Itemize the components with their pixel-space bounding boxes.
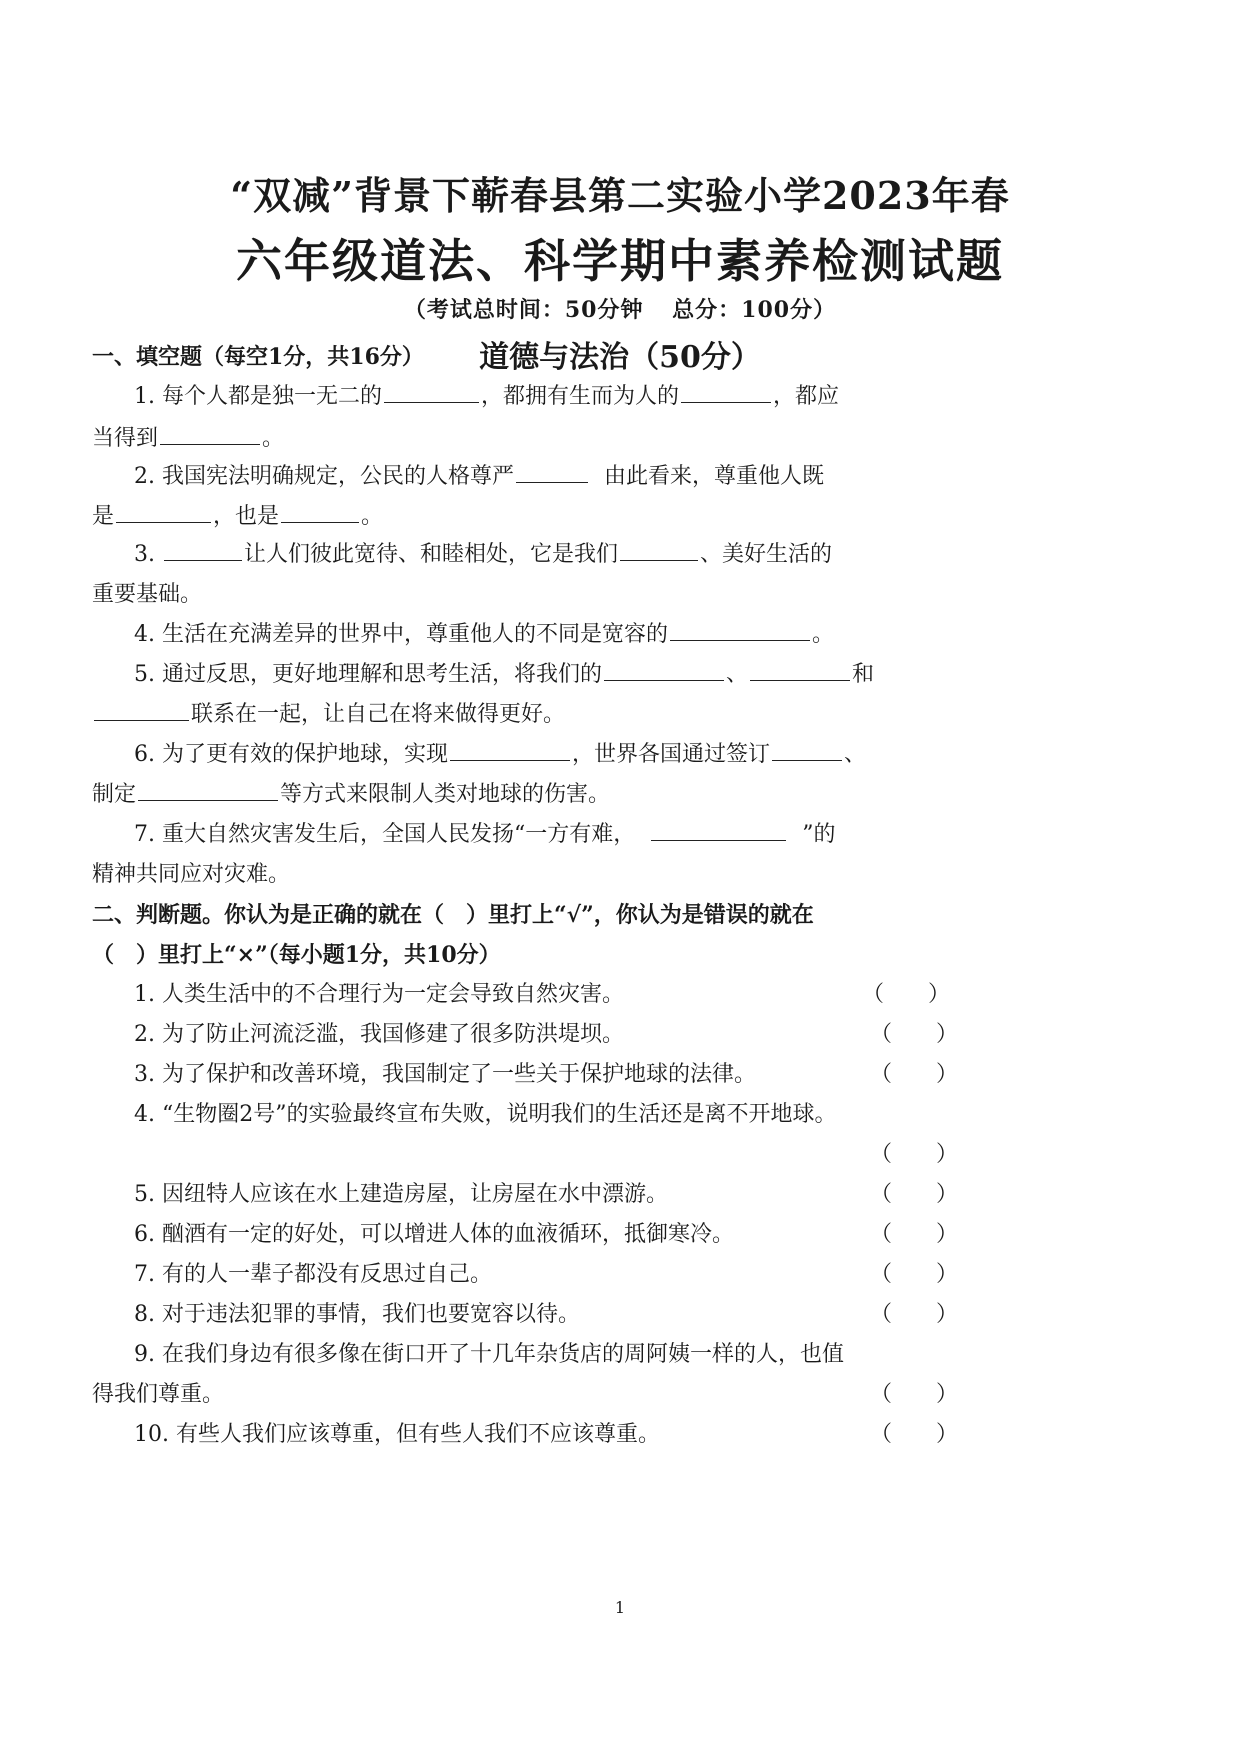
answer-blank[interactable]	[94, 700, 189, 721]
judge-item-9-line1: 9. 在我们身边有很多像在街口开了十几年杂货店的周阿姨一样的人，也值	[134, 1342, 844, 1367]
section1-heading: 一、填空题（每空1分，共16分）	[92, 344, 424, 370]
answer-blank[interactable]	[281, 502, 359, 523]
answer-paren[interactable]: （ ）	[870, 1382, 959, 1407]
question-2-line1: 2. 我国宪法明确规定，公民的人格尊严 由此看来，尊重他人既	[134, 464, 825, 489]
answer-paren[interactable]: （ ）	[862, 982, 951, 1007]
question-1-line2: 当得到 。	[92, 426, 285, 451]
answer-paren[interactable]: （ ）	[870, 1022, 959, 1047]
answer-blank[interactable]	[604, 660, 724, 681]
answer-blank[interactable]	[670, 620, 810, 641]
judge-item-2: 2. 为了防止河流泛滥，我国修建了很多防洪堤坝。	[134, 1022, 624, 1047]
answer-paren[interactable]: （ ）	[870, 1142, 959, 1167]
question-1-line1: 1. 每个人都是独一无二的 ，都拥有生而为人的 ，都应	[134, 384, 840, 409]
judge-item-4: 4. “生物圈2号”的实验最终宣布失败，说明我们的生活还是离不开地球。	[134, 1102, 837, 1127]
answer-paren[interactable]: （ ）	[870, 1302, 959, 1327]
exam-title-line1: “双减”背景下蕲春县第二实验小学2023年春	[230, 173, 1010, 218]
exam-total-score: 总分：100分）	[672, 297, 837, 323]
question-3-line1: 3. 让人们彼此宽待、和睦相处，它是我们 、美好生活的	[134, 542, 833, 567]
answer-paren[interactable]: （ ）	[870, 1222, 959, 1247]
answer-paren[interactable]: （ ）	[870, 1262, 959, 1287]
page-number: 1	[614, 1598, 626, 1617]
answer-blank[interactable]	[516, 462, 588, 483]
answer-blank[interactable]	[116, 502, 211, 523]
answer-paren[interactable]: （ ）	[870, 1062, 959, 1087]
answer-blank[interactable]	[164, 540, 242, 561]
answer-blank[interactable]	[750, 660, 850, 681]
question-6-line1: 6. 为了更有效的保护地球，实现 ，世界各国通过签订 、	[134, 742, 867, 767]
judge-item-9-line2: 得我们尊重。	[92, 1382, 225, 1407]
judge-item-7: 7. 有的人一辈子都没有反思过自己。	[134, 1262, 492, 1287]
exam-title-line2: 六年级道法、科学期中素养检测试题	[236, 234, 1004, 288]
answer-blank[interactable]	[450, 740, 570, 761]
judge-item-5: 5. 因纽特人应该在水上建造房屋，让房屋在水中漂游。	[134, 1182, 668, 1207]
exam-meta	[0, 293, 1240, 324]
judge-item-1: 1. 人类生活中的不合理行为一定会导致自然灾害。	[134, 982, 624, 1007]
judge-item-6: 6. 酗酒有一定的好处，可以增进人体的血液循环，抵御寒冷。	[134, 1222, 734, 1247]
answer-paren[interactable]: （ ）	[870, 1182, 959, 1207]
section2-heading-line2: （ ）里打上“×”（每小题1分，共10分）	[92, 942, 501, 968]
question-4: 4. 生活在充满差异的世界中，尊重他人的不同是宽容的 。	[134, 622, 835, 647]
answer-blank[interactable]	[772, 740, 842, 761]
answer-blank[interactable]	[681, 382, 771, 403]
answer-blank[interactable]	[138, 780, 278, 801]
judge-item-3: 3. 为了保护和改善环境，我国制定了一些关于保护地球的法律。	[134, 1062, 756, 1087]
exam-time: （考试总时间：50分钟	[403, 297, 644, 323]
question-2-line2: 是 ，也是 。	[92, 504, 384, 529]
answer-blank[interactable]	[651, 820, 786, 841]
answer-blank[interactable]	[620, 540, 698, 561]
judge-item-8: 8. 对于违法犯罪的事情，我们也要宽容以待。	[134, 1302, 580, 1327]
answer-paren[interactable]: （ ）	[870, 1422, 959, 1447]
answer-blank[interactable]	[384, 382, 479, 403]
question-6-line2: 制定 等方式来限制人类对地球的伤害。	[92, 782, 611, 807]
question-7-line2: 精神共同应对灾难。	[92, 862, 291, 887]
answer-blank[interactable]	[160, 424, 260, 445]
question-3-line2: 重要基础。	[92, 582, 203, 607]
judge-item-10: 10. 有些人我们应该尊重，但有些人我们不应该尊重。	[134, 1422, 660, 1447]
section2-heading-line1: 二、判断题。你认为是正确的就在（ ）里打上“√”，你认为是错误的就在	[92, 902, 814, 928]
question-7-line1: 7. 重大自然灾害发生后，全国人民发扬“一方有难， ”的	[134, 822, 836, 847]
question-5-line1: 5. 通过反思，更好地理解和思考生活，将我们的 、 和	[134, 662, 875, 687]
question-5-line2: 联系在一起，让自己在将来做得更好。	[92, 700, 565, 730]
subject-heading: 道德与法治（50分）	[479, 340, 761, 375]
